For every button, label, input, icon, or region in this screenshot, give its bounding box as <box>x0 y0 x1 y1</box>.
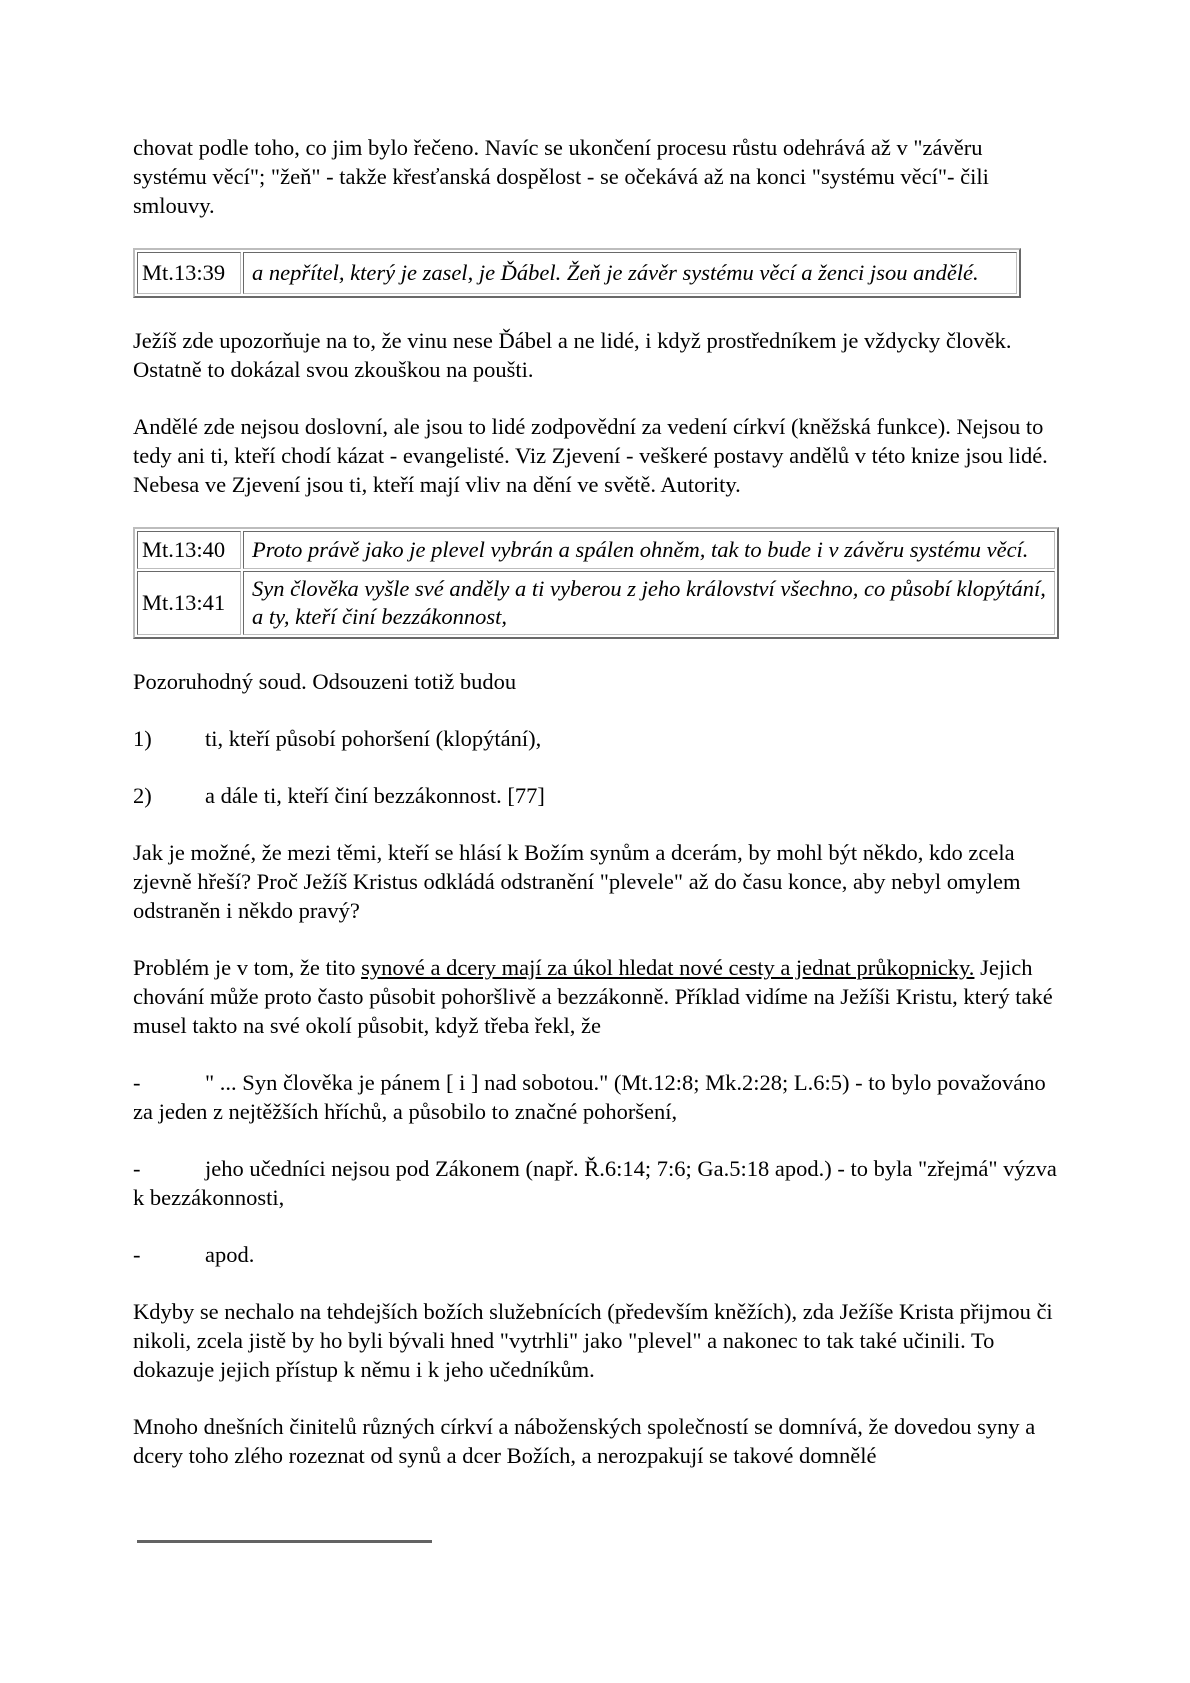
list-item-text: a dále ti, kteří činí bezzákonnost. [77] <box>205 783 545 808</box>
underlined-text: synové a dcery mají za úkol hledat nové cesty a jednat průkopnicky. <box>361 955 975 980</box>
list-marker: 2) <box>133 783 152 808</box>
list-item <box>133 1154 1058 1212</box>
list-item <box>133 781 1058 810</box>
list-item-text: jeho učedníci nejsou pod Zákonem (např. Ř.6:14; 7:6; Ga.5:18 apod.) - to byla "zřejmá" výzva k bezzákonnosti, <box>133 1156 1057 1210</box>
paragraph <box>133 953 1058 1040</box>
paragraph: chovat podle toho, co jim bylo řečeno. Navíc se ukončení procesu růstu odehrává až v "závěru systému věcí"; "žeň" - takže křesťanská dospělost - se očekává až na konci "systému věcí"- čili smlouvy. <box>133 135 989 218</box>
verse-table <box>133 527 1059 639</box>
list-item <box>133 1240 1058 1269</box>
list-item <box>133 724 1058 753</box>
verse-text: Proto právě jako je plevel vybrán a spálen ohněm, tak to bude i v závěru systému věcí. <box>243 531 1055 569</box>
verse-ref: Mt.13:39 <box>137 252 241 294</box>
list-marker: - <box>133 1156 141 1181</box>
verse-row <box>137 252 1017 294</box>
list-item-text: ti, kteří působí pohoršení (klopýtání), <box>205 726 542 751</box>
verse-ref: Mt.13:40 <box>137 531 241 569</box>
verse-text: a nepřítel, který je zasel, je Ďábel. Žeň je závěr systému věcí a ženci jsou andělé. <box>243 252 1017 294</box>
paragraph: Mnoho dnešních činitelů různých církví a náboženských společností se domnívá, že dovedou syny a dcery toho zlého rozeznat od synů a dcer Božích, a nerozpakují se takové domnělé <box>133 1414 1036 1468</box>
list-item-text: " ... Syn člověka je pánem [ i ] nad sobotou." (Mt.12:8; Mk.2:28; L.6:5) - to bylo považováno za jeden z nejtěžších hříchů, a působilo to značné pohoršení, <box>133 1070 1046 1124</box>
footnote-separator <box>137 1540 432 1543</box>
text-segment: Problém je v tom, že tito <box>133 955 362 980</box>
verse-text: Syn člověka vyšle své anděly a ti vyberou z jeho království všechno, co působí klopýtání, a ty, kteří činí bezzákonnost, <box>243 571 1055 635</box>
list-item-text: apod. <box>205 1242 255 1267</box>
list-marker: - <box>133 1070 141 1095</box>
verse-row <box>137 571 1055 635</box>
paragraph: Andělé zde nejsou doslovní, ale jsou to lidé zodpovědní za vedení církví (kněžská funkce). Nejsou to tedy ani ti, kteří chodí kázat - evangelisté. Viz Zjevení - veškeré postavy andělů v této knize jsou lidé. Nebesa ve Zjevení jsou ti, kteří mají vliv na dění ve světě. Autority. <box>133 414 1048 497</box>
paragraph: Kdyby se nechalo na tehdejších božích služebnících (především kněžích), zda Ježíše Krista přijmou či nikoli, zcela jistě by ho byli bývali hned "vytrhli" jako "plevel" a nakonec to tak také učinili. To dokazuje jejich přístup k němu i k jeho učedníkům. <box>133 1299 1053 1382</box>
text-segment: Jejich chování může proto často působit pohoršlivě a bezzákonně. Příklad vidíme na Ježíši Kristu, který také musel takto na své okolí působit, když třeba řekl, že <box>133 955 1053 1038</box>
paragraph: Pozoruhodný soud. Odsouzeni totiž budou <box>133 669 517 694</box>
list-item <box>133 1068 1058 1126</box>
paragraph: Ježíš zde upozorňuje na to, že vinu nese Ďábel a ne lidé, i když prostředníkem je vždycky člověk. Ostatně to dokázal svou zkouškou na poušti. <box>133 328 1012 382</box>
list-marker: 1) <box>133 726 152 751</box>
list-marker: - <box>133 1242 141 1267</box>
verse-ref: Mt.13:41 <box>137 571 241 635</box>
verse-table <box>133 248 1021 298</box>
verse-row <box>137 531 1055 569</box>
paragraph: Jak je možné, že mezi těmi, kteří se hlásí k Božím synům a dcerám, by mohl být někdo, kdo zcela zjevně hřeší? Proč Ježíš Kristus odkládá odstranění "plevele" až do času konce, aby nebyl omylem odstraněn i někdo pravý? <box>133 840 1021 923</box>
